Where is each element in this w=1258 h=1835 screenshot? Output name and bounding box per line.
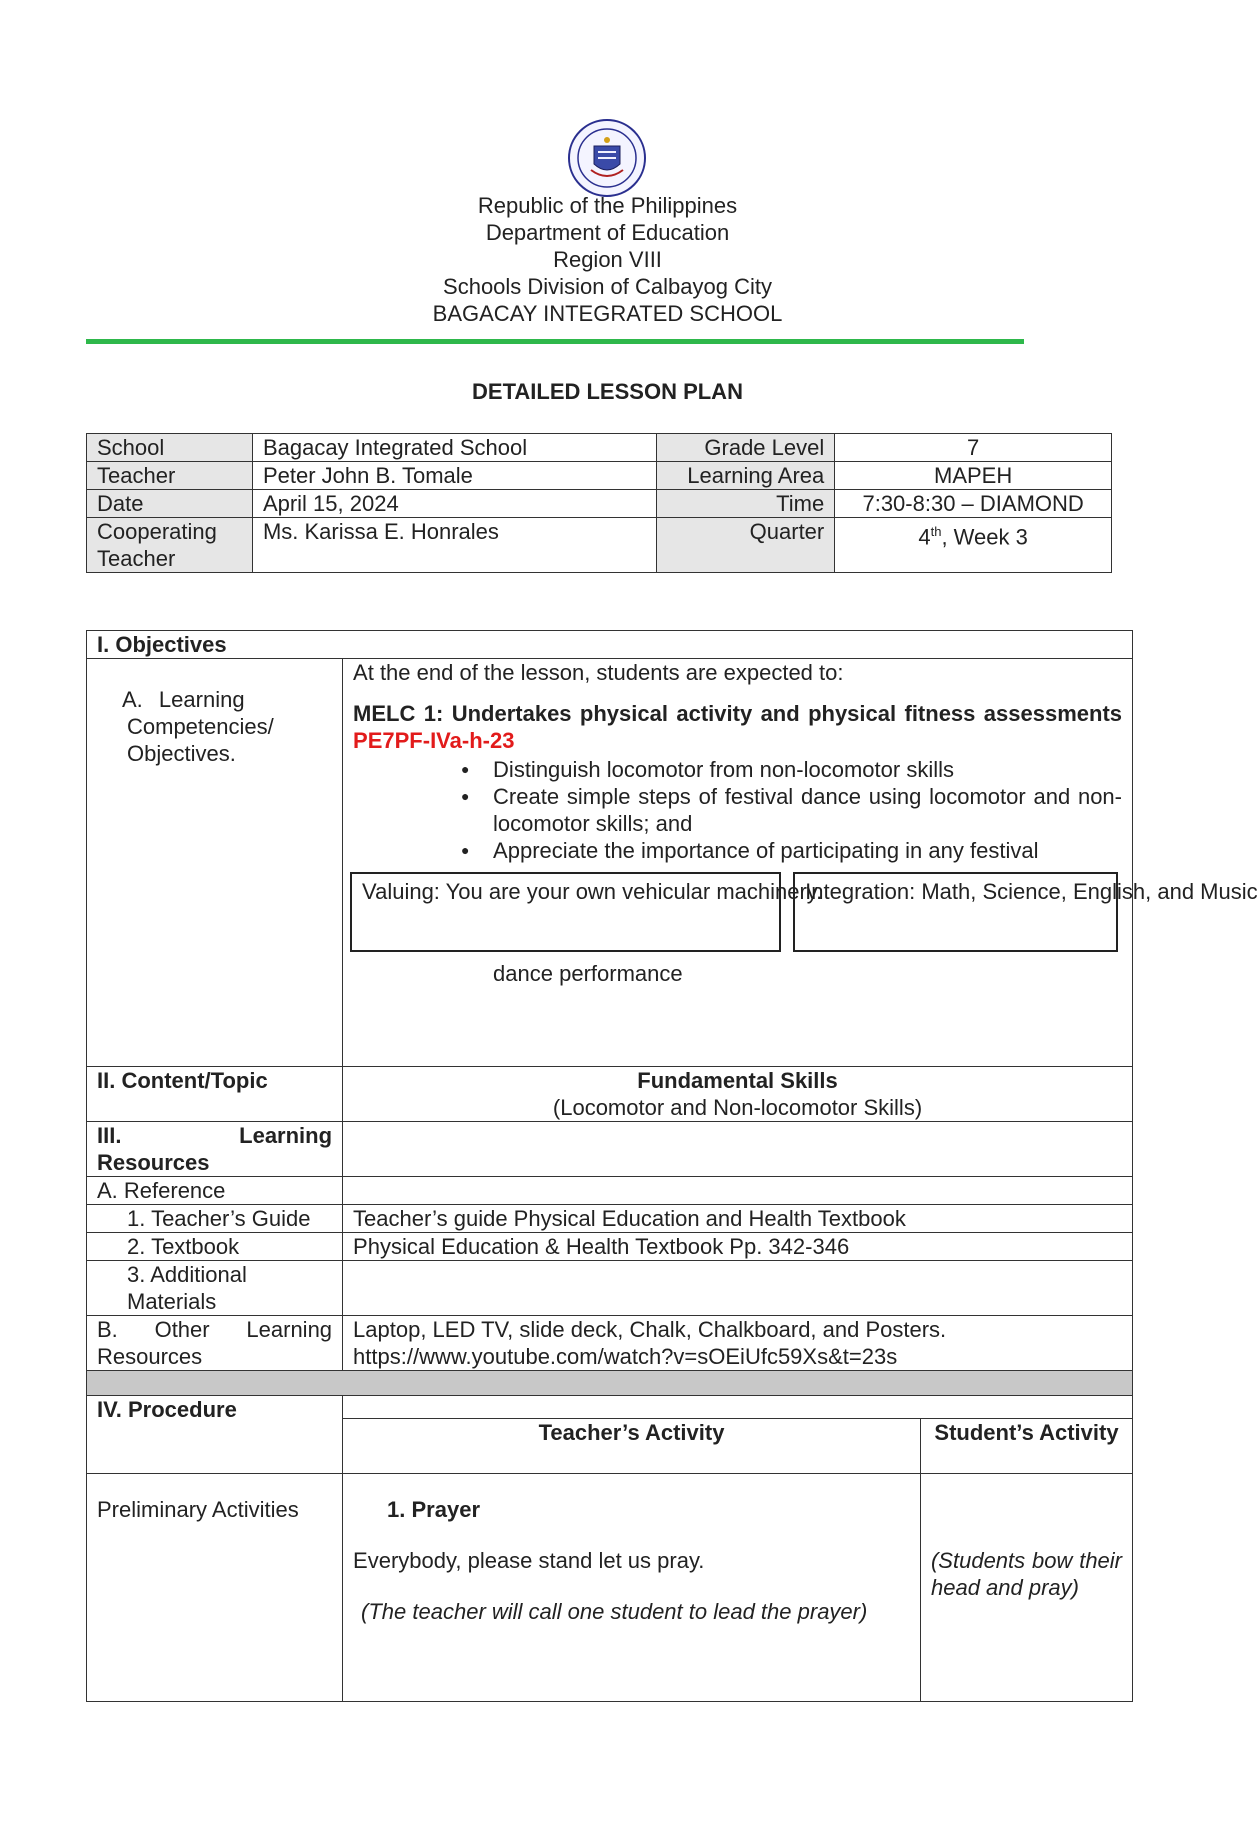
header-division: Schools Division of Calbayog City	[443, 274, 772, 299]
procedure-empty	[343, 1396, 1133, 1419]
reference-label: A. Reference	[87, 1177, 343, 1205]
additional-materials-empty	[343, 1261, 1133, 1316]
objectives-label-cell	[87, 659, 343, 1067]
area-label: Learning Area	[657, 462, 835, 490]
prelim-teacher-cell	[343, 1474, 921, 1702]
quarter-number: 4	[918, 524, 931, 550]
content-topic: Fundamental Skills	[637, 1068, 838, 1093]
student-response: (Students bow their head and pray)	[920, 1474, 1132, 1702]
additional-materials-label: 3. Additional Materials	[87, 1261, 343, 1316]
header-republic: Republic of the Philippines	[477, 193, 738, 218]
quarter-week: , Week 3	[941, 524, 1028, 550]
quarter-value	[835, 518, 1112, 573]
quarter-suffix: th	[930, 524, 942, 539]
coop-value: Ms. Karissa E. Honrales	[252, 518, 656, 573]
objectives-heading-row	[87, 631, 1133, 659]
melc-code: PE7PF-IVa-h-23	[353, 728, 515, 753]
document-title: DETAILED LESSON PLAN	[472, 379, 743, 404]
date-value: April 15, 2024	[252, 490, 656, 518]
student-activity-header: Student’s Activity	[920, 1419, 1132, 1474]
teachers-guide-label: 1. Teacher’s Guide	[87, 1205, 343, 1233]
objectives-tail: dance performance	[493, 961, 683, 986]
melc-text: MELC 1: Undertakes physical activity and physical fitness assessments	[353, 701, 1122, 726]
header-region: Region VIII	[553, 247, 662, 272]
school-value: Bagacay Integrated School	[252, 434, 656, 462]
content-label: II. Content/Topic	[87, 1067, 343, 1122]
header-divider	[86, 339, 1024, 344]
gray-separator-row	[87, 1371, 1133, 1396]
objective-item: ● Create simple steps of festival dance using locomotor and non-locomotor skills; and	[353, 783, 1122, 837]
gray-separator	[87, 1371, 1133, 1396]
teachers-guide-row	[87, 1205, 1133, 1233]
teacher-label: Teacher	[87, 462, 253, 490]
valuing-box: Valuing: You are your own vehicular machinery.	[350, 872, 781, 952]
other-resources-row	[87, 1316, 1133, 1371]
grade-value: 7	[835, 434, 1112, 462]
resources-empty	[343, 1122, 1133, 1177]
textbook-value: Physical Education & Health Textbook Pp. 342-346	[343, 1233, 1133, 1261]
teacher-value: Peter John B. Tomale	[252, 462, 656, 490]
objectives-heading: I. Objectives	[87, 631, 1133, 659]
date-label: Date	[87, 490, 253, 518]
header-department: Department of Education	[485, 220, 730, 245]
additional-materials-row	[87, 1261, 1133, 1316]
header-school-name: BAGACAY INTEGRATED SCHOOL	[432, 301, 783, 326]
info-row-date	[87, 490, 1112, 518]
content-cell	[343, 1067, 1133, 1122]
objectives-list	[353, 756, 1122, 864]
prayer-line: Everybody, please stand let us pray.	[353, 1548, 705, 1573]
school-label: School	[87, 434, 253, 462]
objectives-row	[87, 659, 1133, 1067]
procedure-label: IV. Procedure	[87, 1396, 343, 1474]
deped-seal-icon	[567, 118, 647, 198]
objective-item: ● Appreciate the importance of participating in any festival	[353, 837, 1122, 864]
resources-label: III. Learning Resources	[87, 1122, 343, 1177]
other-resources-label: B. Other Learning Resources	[87, 1316, 343, 1371]
time-label: Time	[657, 490, 835, 518]
resources-row	[87, 1122, 1133, 1177]
info-table	[86, 433, 1112, 573]
objectives-boxes	[350, 872, 1258, 952]
reference-row	[87, 1177, 1133, 1205]
integration-box: Integration: Math, Science, English, and Music	[793, 872, 1118, 952]
quarter-label: Quarter	[657, 518, 835, 573]
objectives-content-cell	[343, 659, 1258, 1067]
content-subtopic: (Locomotor and Non-locomotor Skills)	[552, 1095, 923, 1120]
objectives-intro: At the end of the lesson, students are expected to:	[353, 660, 844, 685]
objectives-sub-label	[97, 686, 332, 767]
prayer-title: 1. Prayer	[387, 1497, 481, 1522]
time-value: 7:30-8:30 – DIAMOND	[835, 490, 1112, 518]
objectives-sub-letter: A.	[122, 687, 143, 712]
teacher-activity-header: Teacher’s Activity	[343, 1419, 921, 1474]
lesson-table	[86, 630, 1258, 1702]
grade-label: Grade Level	[657, 434, 835, 462]
objectives-melc	[353, 700, 1122, 754]
objective-item: ● Distinguish locomotor from non-locomotor skills	[353, 756, 1122, 783]
objectives-sub-text: Learning Competencies/ Objectives.	[127, 687, 274, 766]
procedure-row	[87, 1396, 1133, 1419]
reference-empty	[343, 1177, 1133, 1205]
prayer-note: (The teacher will call one student to lead the prayer)	[361, 1599, 868, 1624]
area-value: MAPEH	[835, 462, 1112, 490]
textbook-label: 2. Textbook	[87, 1233, 343, 1261]
info-row-teacher	[87, 462, 1112, 490]
coop-label: Cooperating Teacher	[87, 518, 253, 573]
info-row-school	[87, 434, 1112, 462]
teachers-guide-value: Teacher’s guide Physical Education and Health Textbook	[343, 1205, 1133, 1233]
prelim-row	[87, 1474, 1133, 1702]
content-row	[87, 1067, 1133, 1122]
other-resources-value: Laptop, LED TV, slide deck, Chalk, Chalkboard, and Posters.	[353, 1317, 947, 1342]
info-row-coop	[87, 518, 1112, 573]
other-resources-link[interactable]: https://www.youtube.com/watch?v=sOEiUfc59Xs&t=23s	[353, 1344, 898, 1369]
prelim-label: Preliminary Activities	[87, 1474, 343, 1702]
other-resources-cell	[343, 1316, 1133, 1371]
textbook-row	[87, 1233, 1133, 1261]
